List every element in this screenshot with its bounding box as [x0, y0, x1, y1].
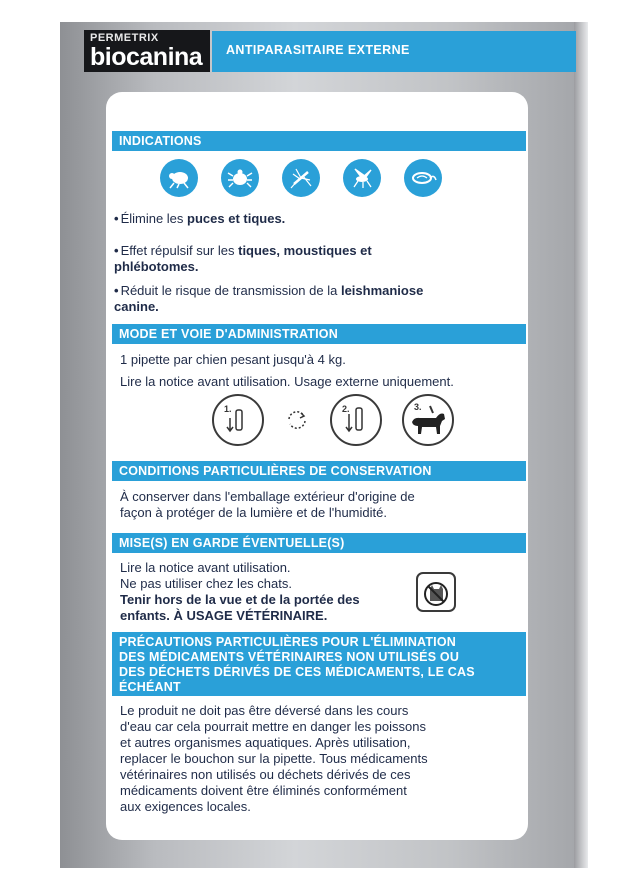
- flea-icon: [160, 159, 198, 197]
- indication-item-3: • Réduit le risque de transmission de la leishmaniose canine.: [114, 283, 424, 314]
- step-2-pipette-icon: [330, 394, 382, 446]
- step-2-label: 2.: [342, 404, 350, 414]
- administration-header: MODE ET VOIE D'ADMINISTRATION: [112, 324, 526, 344]
- brand-name: biocanina: [90, 43, 203, 71]
- conservation-header: CONDITIONS PARTICULIÈRES DE CONSERVATION: [112, 461, 526, 481]
- step-1-pipette-icon: [212, 394, 264, 446]
- step-1-label: 1.: [224, 404, 232, 414]
- warning-no-cats: Ne pas utiliser chez les chats.: [120, 576, 292, 591]
- warnings-header: MISE(S) EN GARDE ÉVENTUELLE(S): [112, 533, 526, 553]
- no-cat-icon: [416, 572, 456, 612]
- mosquito-icon: [282, 159, 320, 197]
- leishmania-icon: [404, 159, 442, 197]
- warning-children: Tenir hors de la vue et de la portée des enfants. À USAGE VÉTÉRINAIRE.: [120, 592, 360, 623]
- sandfly-icon: [343, 159, 381, 197]
- cycle-arrows-icon: [284, 407, 310, 433]
- administration-steps: [212, 394, 454, 446]
- conservation-text: À conserver dans l'emballage extérieur d'origine de façon à protéger de la lumière et de l'humidité.: [120, 489, 415, 520]
- warning-read-notice: Lire la notice avant utilisation.: [120, 560, 291, 575]
- brand-tagline: ANTIPARASITAIRE EXTERNE: [212, 31, 576, 72]
- usage-text: Lire la notice avant utilisation. Usage externe uniquement.: [120, 374, 454, 389]
- tick-icon: [221, 159, 259, 197]
- package-edge: [574, 22, 588, 868]
- brand-logo: [84, 30, 210, 72]
- indications-header: INDICATIONS: [112, 131, 526, 151]
- step-3-dog-icon: [402, 394, 454, 446]
- pest-icon-row: [160, 159, 442, 197]
- disposal-text: Le produit ne doit pas être déversé dans les cours d'eau car cela pourrait mettre en danger les poissons et autres organismes aquatiques. Après utilisation, replacer le bouchon sur la pipette. Tous médicaments vétérinaires non utilisés ou déchets dérivés de ces médicaments doivent être éliminés conformément aux exigences locales.: [120, 703, 428, 814]
- disposal-header: PRÉCAUTIONS PARTICULIÈRES POUR L'ÉLIMINATION DES MÉDICAMENTS VÉTÉRINAIRES NON UTILISÉS OU DES DÉCHETS DÉRIVÉS DE CES MÉDICAMENTS, LE CAS ÉCHÉANT: [112, 632, 526, 696]
- dosage-text: 1 pipette par chien pesant jusqu'à 4 kg.: [120, 352, 346, 367]
- indication-item-1: • Élimine les puces et tiques.: [114, 211, 286, 226]
- step-3-label: 3.: [414, 402, 422, 412]
- indication-item-2: • Effet répulsif sur les tiques, moustiques et phlébotomes.: [114, 243, 372, 274]
- brand-subtitle: PERMETRIX: [90, 32, 159, 44]
